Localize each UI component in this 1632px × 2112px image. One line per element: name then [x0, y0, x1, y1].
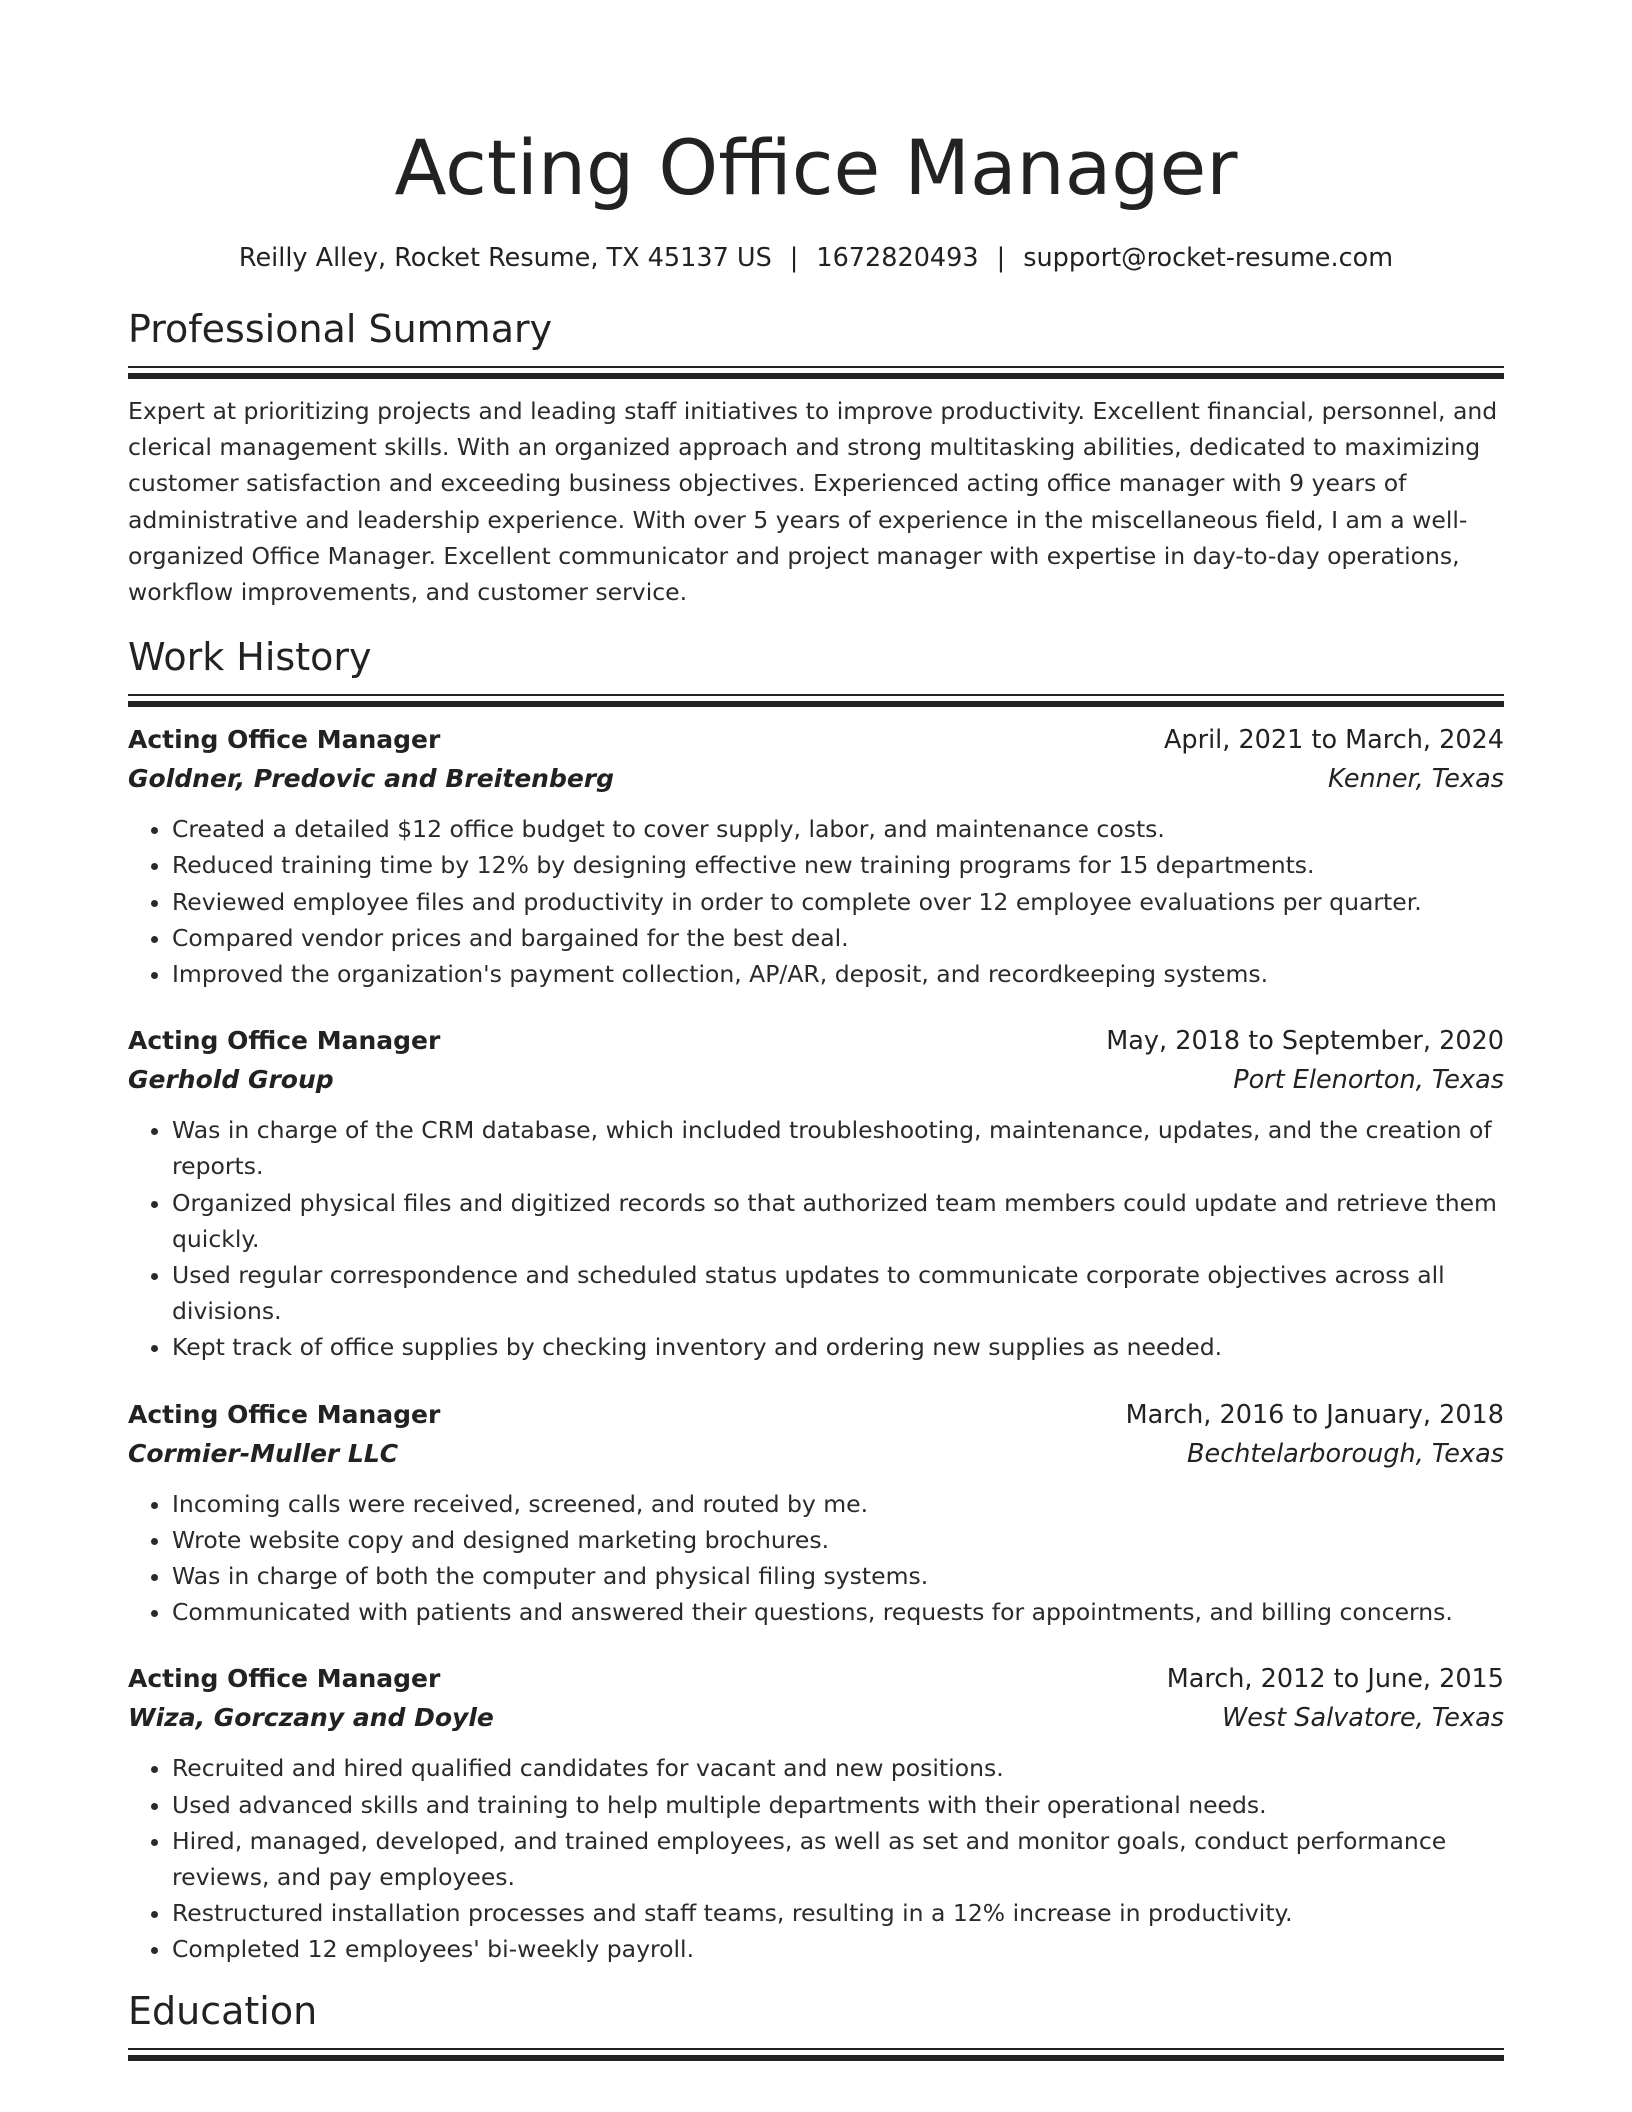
job-company: Cormier-Muller LLC: [128, 1438, 399, 1468]
job-location: Bechtelarborough, Texas: [1187, 1438, 1504, 1469]
work-history-heading: Work History: [128, 635, 372, 680]
job-entry: [128, 721, 1504, 992]
job-company-row: [128, 759, 1504, 799]
job-bullet: • Used advanced skills and training to help multiple departments with their operational needs.: [172, 1787, 1504, 1823]
job-location: Kenner, Texas: [1328, 764, 1504, 795]
contact-address: Reilly Alley, Rocket Resume, TX 45137 US: [238, 243, 772, 273]
job-bullet: • Used regular correspondence and scheduled status updates to communicate corporate objectives across all divisions.: [172, 1257, 1504, 1329]
job-bullet: • Communicated with patients and answered their questions, requests for appointments, and billing concerns.: [172, 1594, 1504, 1630]
job-bullet: • Compared vendor prices and bargained for the best deal.: [172, 920, 1504, 956]
job-location: West Salvatore, Texas: [1221, 1703, 1504, 1734]
job-entry: [128, 1022, 1504, 1365]
job-location: Port Elenorton, Texas: [1233, 1065, 1504, 1096]
job-bullet: • Completed 12 employees' bi-weekly payroll.: [172, 1931, 1504, 1967]
education-heading: Education: [128, 1988, 318, 2033]
summary-text: Expert at prioritizing projects and leading staff initiatives to improve productivity. Excellent financial, personnel, and clerical management skills. With an organized approach and strong multitasking abilities, dedicated to maximizing customer satisfaction and exceeding business objectives. Experienced acting office manager with 9 years of administrative and leadership experience. With over 5 years of experience in the miscellaneous field, I am a well-organized Office Manager. Excellent communicator and project manager with expertise in day-to-day operations, workflow improvements, and customer service.: [128, 397, 1498, 607]
job-bullet: • Incoming calls were received, screened, and routed by me.: [172, 1486, 1504, 1522]
contact-line: [128, 240, 1504, 276]
job-bullet: • Organized physical files and digitized records so that authorized team members could update and retrieve them quickly.: [172, 1185, 1504, 1257]
job-dates: March, 2012 to June, 2015: [1166, 1664, 1504, 1695]
job-title: Acting Office Manager: [128, 1664, 441, 1694]
summary-heading: Professional Summary: [128, 307, 553, 351]
job-company-row: [128, 1060, 1504, 1100]
job-entry: [128, 1396, 1504, 1631]
work-history-section: [128, 632, 1504, 1967]
section-divider: [128, 2048, 1504, 2061]
job-bullet: • Kept track of office supplies by checking inventory and ordering new supplies as needed.: [172, 1329, 1504, 1365]
job-company-row: [128, 1434, 1504, 1474]
job-company: Gerhold Group: [128, 1065, 334, 1095]
job-company: Wiza, Gorczany and Doyle: [128, 1703, 494, 1733]
education-section: [128, 1986, 1504, 2061]
job-header-row: [128, 1022, 1504, 1060]
job-title: Acting Office Manager: [128, 725, 441, 755]
job-company-row: [128, 1698, 1504, 1738]
job-entry: [128, 1660, 1504, 1967]
job-title: Acting Office Manager: [128, 1026, 441, 1056]
job-dates: May, 2018 to September, 2020: [1106, 1026, 1504, 1057]
resume-title: Acting Office Manager: [394, 123, 1238, 212]
job-bullets: [128, 811, 1504, 992]
job-header-row: [128, 1660, 1504, 1698]
contact-phone: 1672820493: [816, 243, 979, 273]
job-company: Goldner, Predovic and Breitenberg: [128, 764, 615, 794]
job-bullet: • Reviewed employee files and productivity in order to complete over 12 employee evaluations per quarter.: [172, 884, 1504, 920]
job-bullet: • Was in charge of the CRM database, which included troubleshooting, maintenance, updates, and the creation of reports.: [172, 1112, 1504, 1184]
job-bullet: • Hired, managed, developed, and trained employees, as well as set and monitor goals, conduct performance reviews, and pay employees.: [172, 1823, 1504, 1895]
job-dates: March, 2016 to January, 2018: [1125, 1399, 1504, 1430]
job-bullets: [128, 1486, 1504, 1631]
job-header-row: [128, 1396, 1504, 1434]
job-bullet: • Restructured installation processes and staff teams, resulting in a 12% increase in productivity.: [172, 1895, 1504, 1931]
job-header-row: [128, 721, 1504, 759]
section-divider: [128, 694, 1504, 707]
job-bullet: • Created a detailed $12 office budget to cover supply, labor, and maintenance costs.: [172, 811, 1504, 847]
job-title: Acting Office Manager: [128, 1399, 441, 1429]
job-bullets: [128, 1750, 1504, 1967]
contact-email: support@rocket-resume.com: [1023, 243, 1394, 273]
contact-separator: |: [789, 243, 799, 273]
job-bullets: [128, 1112, 1504, 1365]
job-bullet: • Was in charge of both the computer and physical filing systems.: [172, 1558, 1504, 1594]
job-dates: April, 2021 to March, 2024: [1163, 725, 1504, 756]
job-bullet: • Wrote website copy and designed marketing brochures.: [172, 1522, 1504, 1558]
section-divider: [128, 366, 1504, 379]
job-bullet: • Improved the organization's payment collection, AP/AR, deposit, and recordkeeping systems.: [172, 956, 1504, 992]
contact-separator: |: [996, 243, 1006, 273]
summary-section: [128, 304, 1504, 610]
job-bullet: • Recruited and hired qualified candidates for vacant and new positions.: [172, 1750, 1504, 1786]
job-bullet: • Reduced training time by 12% by designing effective new training programs for 15 departments.: [172, 847, 1504, 883]
